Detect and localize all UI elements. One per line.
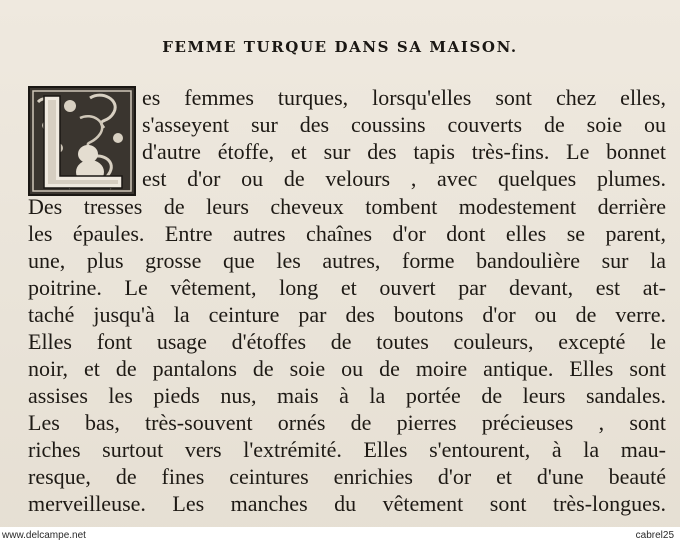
watermark-site: www.delcampe.net bbox=[2, 530, 86, 541]
text-line: d'autre étoffe, et sur des tapis très-fins. Le bonnet bbox=[142, 140, 666, 164]
text-line: une, plus grosse que les autres, forme bandoulière sur la bbox=[28, 249, 666, 273]
footer-bar bbox=[0, 527, 680, 544]
text-line: Des tresses de leurs cheveux tombent modestement derrière bbox=[28, 195, 666, 219]
text-line: merveilleuse. Les manches du vêtement sont très-longues. bbox=[28, 492, 666, 516]
watermark-user: cabrel25 bbox=[635, 530, 674, 541]
text-line: les épaules. Entre autres chaînes d'or dont elles se parent, bbox=[28, 222, 666, 246]
ornamental-drop-cap-image bbox=[28, 86, 136, 196]
text-line: taché jusqu'à la ceinture par des boutons d'or ou de verre. bbox=[28, 303, 666, 327]
text-line: riches surtout vers l'extrémité. Elles s'entourent, à la mau- bbox=[28, 438, 666, 462]
text-line: es femmes turques, lorsqu'elles sont chez elles, bbox=[142, 86, 666, 110]
text-line: est d'or ou de velours , avec quelques plumes. bbox=[142, 167, 666, 191]
text-line: assises les pieds nus, mais à la portée de leurs sandales. bbox=[28, 384, 666, 408]
text-line: resque, de fines ceintures enrichies d'or et d'une beauté bbox=[28, 465, 666, 489]
text-line: poitrine. Le vêtement, long et ouvert par devant, est at- bbox=[28, 276, 666, 300]
page-title: FEMME TURQUE DANS SA MAISON. bbox=[162, 38, 518, 56]
text-line: noir, et de pantalons de soie ou de moire antique. Elles sont bbox=[28, 357, 666, 381]
text-line: Elles font usage d'étoffes de toutes couleurs, excepté le bbox=[28, 330, 666, 354]
text-line: s'asseyent sur des coussins couverts de soie ou bbox=[142, 113, 666, 137]
text-line: Les bas, très-souvent ornés de pierres précieuses , sont bbox=[28, 411, 666, 435]
